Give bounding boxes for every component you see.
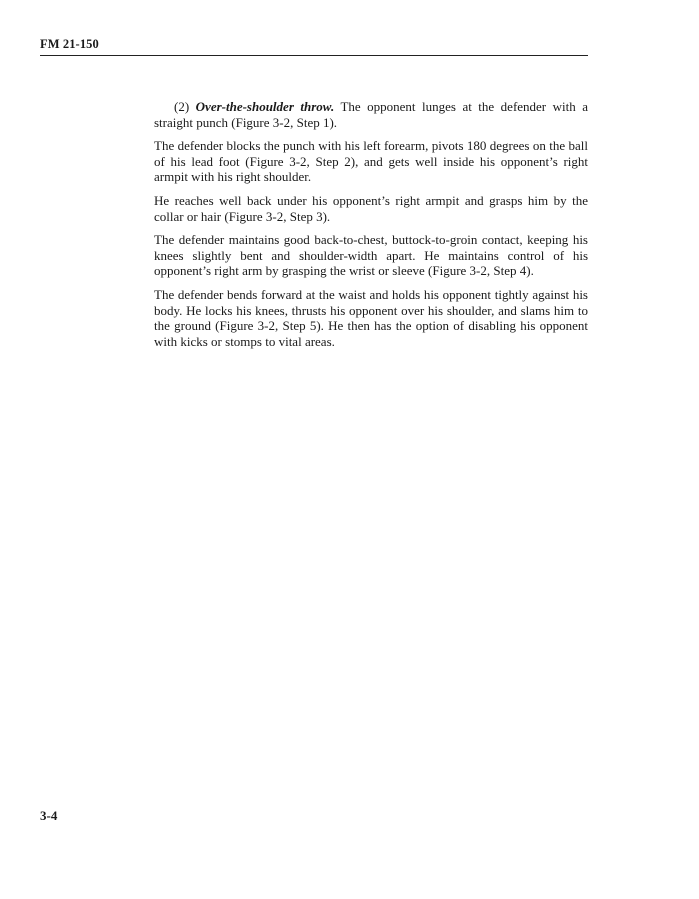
document-id: FM 21-150 xyxy=(40,37,99,51)
run-in-heading: Over-the-shoulder throw. xyxy=(195,99,335,114)
paragraph-step-3: He reaches well back under his opponent’s right armpit and grasps him by the collar or hair (Figure 3-2, Step 3). xyxy=(154,192,588,224)
paragraph-step-2: The defender blocks the punch with his left forearm, pivots 180 degrees on the ball of his lead foot (Figure 3-2, Step 2), and gets well inside his opponent’s right armpit with his right shoulder. xyxy=(154,138,588,185)
page-header xyxy=(40,35,588,56)
paragraph-over-the-shoulder-throw xyxy=(154,99,588,130)
paragraph-step-5: The defender bends forward at the waist and holds his opponent tightly against his body. He locks his knees, thrusts his opponent over his shoulder, and slams him to the ground (Figure 3-2, Step 5). He then has the option of disabling his opponent with kicks or stomps to vital areas. xyxy=(154,286,588,349)
item-number: (2) xyxy=(174,99,196,114)
paragraph-step-4: The defender maintains good back-to-chest, buttock-to-groin contact, keeping his knees slightly bent and shoulder-width apart. He maintains control of his opponent’s right arm by grasping the wrist or sleeve (Figure 3-2, Step 4). xyxy=(154,232,588,279)
paragraph-text: The opponent lunges at the defender with a straight punch (Figure 3-2, Step 1). xyxy=(154,99,588,130)
page-number: 3-4 xyxy=(40,808,58,823)
page-body xyxy=(154,99,588,357)
